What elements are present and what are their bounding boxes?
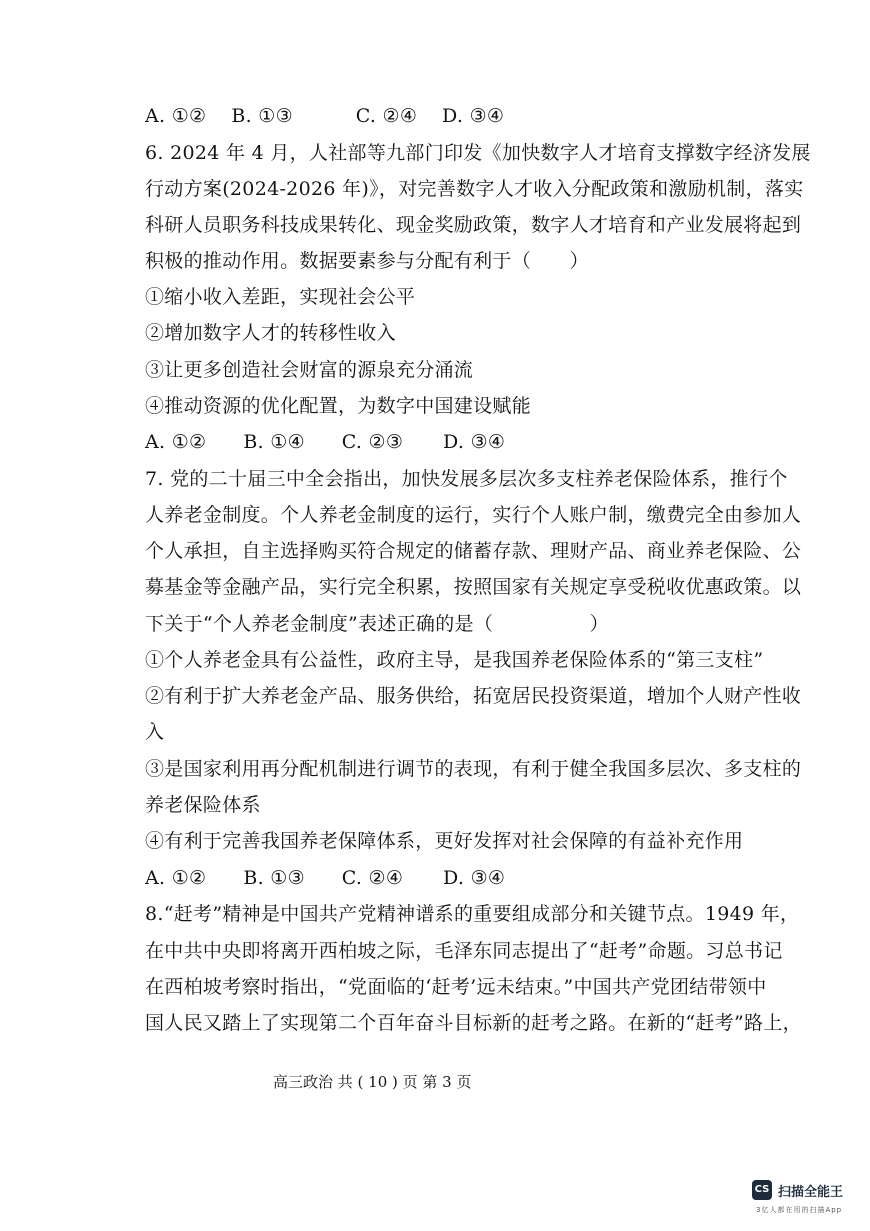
q5-option-c: C. ②④ — [355, 105, 418, 127]
scanner-tagline: 3亿人都在用的扫描App — [756, 1206, 843, 1214]
scanner-watermark — [752, 1180, 857, 1220]
q6-options — [145, 430, 505, 454]
footer-page-number: 高三政治 共 ( 10 ) 页 第 3 页 — [273, 1073, 472, 1091]
q5-option-b: B. ①③ — [231, 105, 293, 127]
q6-statement-4: ④推动资源的优化配置，为数字中国建设赋能 — [145, 395, 532, 417]
q6-option-d: D. ③④ — [443, 431, 506, 453]
q8-stem-line: 在中共中央即将离开西柏坡之际，毛泽东同志提出了“赶考”命题。习总书记 — [145, 940, 783, 962]
q5-option-d: D. ③④ — [442, 105, 505, 127]
q6-option-a: A. ①② — [145, 431, 207, 453]
q7-statement-3-cont: 养老保险体系 — [145, 794, 261, 816]
q7-stem-line: 募基金等金融产品，实行完全积累，按照国家有关规定享受税收优惠政策。以 — [145, 576, 802, 598]
q7-stem-line: 7. 党的二十届三中全会指出，加快发展多层次多支柱养老保险体系，推行个 — [145, 468, 788, 490]
q7-options — [145, 866, 505, 890]
q6-stem-line: 行动方案(2024-2026 年)》，对完善数字人才收入分配政策和激励机制，落实 — [145, 178, 804, 200]
scanner-app-name: 扫描全能王 — [778, 1185, 844, 1200]
camscanner-logo-icon: CS — [752, 1180, 772, 1200]
q7-statement-1: ①个人养老金具有公益性，政府主导，是我国养老保险体系的“第三支柱” — [145, 649, 764, 671]
q8-stem-line: 在西柏坡考察时指出，“党面临的‘赶考’远未结束。”中国共产党团结带领中 — [145, 976, 767, 998]
q5-option-a: A. ①② — [145, 105, 207, 127]
q6-stem-line: 积极的推动作用。数据要素参与分配有利于（ ） — [145, 250, 589, 272]
q6-option-b: B. ①④ — [243, 431, 305, 453]
q5-options — [145, 104, 504, 128]
q8-stem-line: 8.“赶考”精神是中国共产党精神谱系的重要组成部分和关键节点。1949 年， — [145, 903, 800, 925]
q6-statement-3: ③让更多创造社会财富的源泉充分涌流 — [145, 359, 474, 381]
q7-option-a: A. ①② — [145, 867, 207, 889]
q7-statement-2: ②有利于扩大养老金产品、服务供给，拓宽居民投资渠道，增加个人财产性收 — [145, 685, 802, 707]
q7-option-b: B. ①③ — [243, 867, 305, 889]
q8-stem-line: 国人民又踏上了实现第二个百年奋斗目标新的赶考之路。在新的“赶考”路上， — [145, 1012, 802, 1034]
q7-option-d: D. ③④ — [443, 867, 506, 889]
q7-option-c: C. ②④ — [341, 867, 404, 889]
q7-stem-line: 人养老金制度。个人养老金制度的运行，实行个人账户制，缴费完全由参加人 — [145, 504, 802, 526]
q6-statement-2: ②增加数字人才的转移性收入 — [145, 322, 396, 344]
q6-statement-1: ①缩小收入差距，实现社会公平 — [145, 286, 416, 308]
q6-stem-line: 科研人员职务科技成果转化、现金奖励政策，数字人才培育和产业发展将起到 — [145, 214, 802, 236]
q7-stem-line: 下关于“个人养老金制度”表述正确的是（ ） — [145, 613, 609, 635]
q7-statement-3: ③是国家利用再分配机制进行调节的表现，有利于健全我国多层次、多支柱的 — [145, 758, 802, 780]
q7-statement-2-cont: 入 — [145, 721, 165, 743]
q6-stem-line: 6. 2024 年 4 月，人社部等九部门印发《加快数字人才培育支撑数字经济发展 — [145, 142, 811, 164]
q7-stem-line: 个人承担，自主选择购买符合规定的储蓄存款、理财产品、商业养老保险、公 — [145, 540, 802, 562]
q6-option-c: C. ②③ — [341, 431, 404, 453]
q7-statement-4: ④有利于完善我国养老保障体系，更好发挥对社会保障的有益补充作用 — [145, 830, 744, 852]
